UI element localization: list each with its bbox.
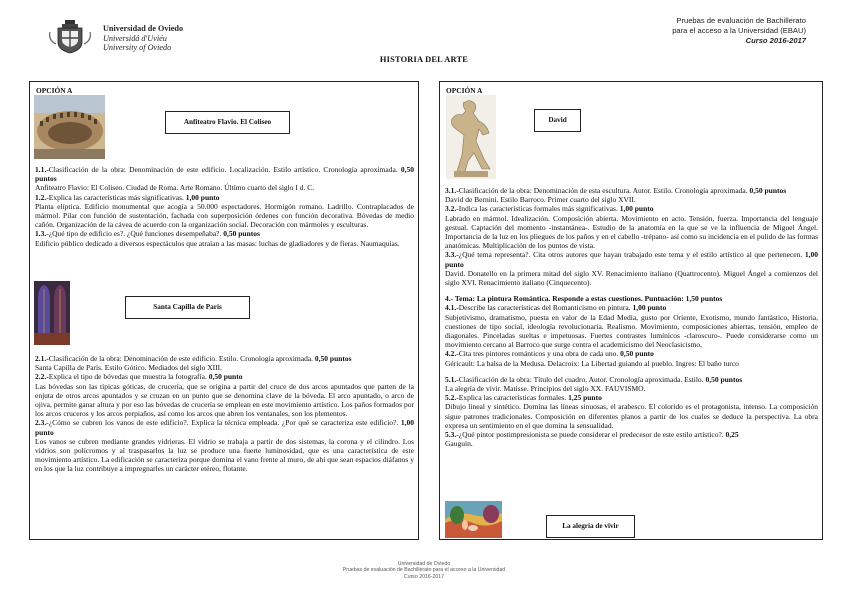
q5-2-points: 1,25 punto bbox=[568, 393, 602, 403]
q4-2-points: 0,50 punto bbox=[620, 349, 654, 359]
a1-1: Anfiteatro Flavio: El Coliseo. Ciudad de Roma. Arte Romano. Último cuarto del siglo I d. C. bbox=[35, 183, 315, 193]
david-sculpture-photo bbox=[446, 95, 496, 179]
sainte-chapelle-title-box: Santa Capilla de París bbox=[125, 296, 250, 319]
q3-2-points: 1,00 punto bbox=[619, 204, 654, 214]
university-name-es: Universidad de Oviedo bbox=[103, 24, 184, 33]
university-name bbox=[103, 24, 183, 53]
q1-1-points: 0,50 puntos bbox=[35, 165, 414, 184]
a3-3: David. Donatello en la primera mitad del siglo XV. Renacimiento italiano (Quattrocento). Miguel Ángel a comienzos del siglo XVI. Renacimiento italiano (Cinquecento). bbox=[445, 268, 818, 288]
q4-1-text: Describe las características del Romanticismo en pintura. bbox=[458, 303, 631, 313]
q1-2-points: 1,00 punto bbox=[185, 192, 220, 202]
option-a-panel bbox=[29, 81, 419, 540]
option-b-panel bbox=[439, 81, 823, 540]
q4-1-number: 4.1.- bbox=[445, 303, 459, 313]
q5-1-number: 5.1.- bbox=[445, 374, 459, 384]
q3-1-points: 0,50 puntos bbox=[749, 186, 787, 195]
q3-2-text: Indica las características formales más significativas. bbox=[458, 204, 618, 214]
section-2-text bbox=[35, 354, 414, 474]
q5-3-points: 0,25 bbox=[725, 430, 739, 440]
q2-3-text: ¿Cómo se cubren los vanos de este edificio?. Explica la técnica empleada. ¿Por qué se caracteriza este edificio?. bbox=[48, 418, 399, 428]
a5-1: La alegría de vivir. Matisse. Principios del siglo XX. FAUVISMO. bbox=[445, 384, 646, 394]
a4-1: Subjetivismo, dramatismo, puesta en valor de la Edad Media, gusto por Oriente, Exotismo, mundo fantástico, Historia, cuestiones de tipo social, ideología revolucionaria. Realismo. Movimiento, composiciones abiertas, tensión, empleo de diagonales. Pinceladas sueltas e impetuosas. Fuertes contrastes lumínicos -claroscuro-. Puede considerarse como un movimiento cercano al Barroco que surge contra el academicismo del Neoclasicismo. bbox=[445, 312, 818, 350]
a1-2: Planta elíptica. Edificio monumental que acogía a 50.000 espectadores. Hormigón romano. Ladrillo. Contraplacados de mármol. Pilar con función de sustentación, fachada con superposición órdenes con función decorativa. Bóvedas de medio cañón. Organización de la cávea de acuerdo con la organización social. Decoración con mármoles y esculturas. bbox=[35, 201, 414, 230]
q3-3-points: 1,00 punto bbox=[445, 250, 818, 269]
sainte-chapelle-photo bbox=[34, 281, 70, 345]
a1-3: Edificio público dedicado a diversos espectáculos que atraían a las masas: luchas de gladiadores y de fieras. Naumaquias. bbox=[35, 238, 400, 248]
q1-2-text: Explica las características más significativas. bbox=[48, 192, 184, 202]
q3-1-number: 3.1.- bbox=[445, 186, 459, 195]
exam-line-2: para el acceso a la Universidad (EBAU) bbox=[672, 26, 806, 35]
footer-line-3: Curso 2016-2017 bbox=[403, 573, 445, 580]
q5-1-points: 0,50 puntos bbox=[705, 374, 743, 384]
david-title-box: David bbox=[534, 109, 581, 132]
q1-1-number: 1.1.- bbox=[35, 165, 49, 174]
q1-2-number: 1.2.- bbox=[35, 192, 49, 202]
a2-3: Los vanos se cubren mediante grandes vidrieras. El vidrio se trabaja a partir de dos sistemas, la corona y el cilindro. Los vidrios son polícromos y al traspasarlos la luz se produce una fuerte luminosidad, que es una característica de este movimiento artístico. La edificación se caracteriza porque domina el vano frente al muro, de ahí que sean espacios diáfanos y en los que la luz contribuye a impregnarles un carácter etéreo, flotante. bbox=[35, 436, 414, 474]
q2-2-points: 0,50 punto bbox=[208, 372, 243, 382]
option-a-heading: OPCIÓN A bbox=[36, 86, 73, 95]
a2-2: Las bóvedas son las típicas góticas, de crucería, que se origina a partir del cruce de dos arcos apuntados que parten de la enjuta de otros arcos apuntados y se cruzan en un punto que se denomina clave de la bóveda. El arco apuntado, o arco de ojiva, permite ganar altura y por eso las bóvedas de crucería se emplean en este movimiento artístico. Los paños formados por los arcos cruceros y los arcos perpiaños, así como los arcos que abren los ventanales, son los plementos. bbox=[35, 381, 414, 419]
q2-1-text: Clasificación de la obra: Denominación de este edificio. Estilo. Cronología aproximada. bbox=[48, 354, 314, 363]
a4-2: Géricault: La balsa de la Medusa. Delacroix: La Libertad guiando al pueblo. Ingres: El baño turco bbox=[445, 358, 739, 368]
q2-2-text: Explica el tipo de bóvedas que muestra la fotografía. bbox=[48, 372, 207, 382]
joy-of-life-title-box: La alegría de vivir bbox=[546, 515, 635, 538]
footer-line-2: Pruebas de evaluación de Bachillerato para el acceso a la Universidad bbox=[342, 567, 506, 574]
university-name-en: University of Oviedo bbox=[103, 43, 172, 53]
q4-2-number: 4.2.- bbox=[445, 349, 459, 359]
exam-course: Curso 2016-2017 bbox=[745, 36, 806, 45]
q5-3-text: ¿Qué pintor postimpresionista se puede considerar el predecesor de este estilo artístico?. bbox=[458, 430, 724, 440]
section-1-text bbox=[35, 165, 414, 248]
a5-3: Gauguin. bbox=[445, 439, 473, 449]
q2-1-number: 2.1.- bbox=[35, 354, 49, 363]
q1-3-points: 0,50 puntos bbox=[223, 229, 260, 239]
q4-1-points: 1,00 punto bbox=[632, 303, 667, 313]
q2-3-points: 1,00 punto bbox=[35, 418, 414, 437]
q5-2-text: Explica las características formales. bbox=[458, 393, 567, 403]
a2-1: Santa Capilla de París. Estilo Gótico. Mediados del siglo XIII. bbox=[35, 363, 223, 373]
q3-2-number: 3.2.- bbox=[445, 204, 459, 214]
q3-1-text: Clasificación de la obra: Denominación de esta escultura. Autor. Estilo. Cronología aproximada. bbox=[458, 186, 748, 195]
q5-3-number: 5.3.- bbox=[445, 430, 459, 440]
q1-3-number: 1.3.- bbox=[35, 229, 49, 239]
document-title: HISTORIA DEL ARTE bbox=[379, 55, 469, 64]
coliseum-photo bbox=[34, 95, 105, 159]
option-b-heading: OPCIÓN A bbox=[446, 86, 483, 95]
coliseum-title-box: Anfiteatro Flavio. El Coliseo bbox=[165, 111, 290, 134]
q1-1-text: Clasificación de la obra: Denominación de este edificio. Localización. Estilo artístico. Cronología aproximada. bbox=[48, 165, 398, 174]
q3-3-number: 3.3.- bbox=[445, 250, 459, 260]
q2-2-number: 2.2.- bbox=[35, 372, 49, 382]
page-footer bbox=[0, 561, 848, 580]
exam-line-1: Pruebas de evaluación de Bachillerato bbox=[676, 16, 806, 25]
exam-info bbox=[672, 16, 806, 46]
a3-2: Labrado en mármol. Idealización. Composición abierta. Movimiento en acto. Tensión, fuerza. Importancia del lenguaje gestual. Captación del momento -instantánea-. Estudio de la anatomía en la que se ve la influencia de Miguel Ángel. Importancia de la luz en los pliegues de los paños y en el cabello -trépano- así como su incidencia en el pulido de las formas anatómicas. Multiplicación de los puntos de vista. bbox=[445, 213, 818, 251]
q1-3-text: ¿Qué tipo de edificio es?. ¿Qué funciones desempeñaba?. bbox=[48, 229, 222, 239]
university-name-ast: Universidá d'Uviéu bbox=[103, 33, 167, 43]
q2-3-number: 2.3.- bbox=[35, 418, 49, 428]
a5-2: Dibujo lineal y sintético. Domina las líneas sinuosas, el arabesco. El colorido es el protagonista, intenso. La composición sigue patrones tradicionales. Composición en diferentes planos a partir de los cuales se deduce la perspectiva. La obra expresa un sentimiento en el que domina la sensualidad. bbox=[445, 402, 818, 430]
theme-4-heading: 4.- Tema: La pintura Romántica. Responde a estas cuestiones. Puntuación: 1,50 puntos bbox=[445, 294, 723, 304]
q5-2-number: 5.2.- bbox=[445, 393, 459, 403]
joy-of-life-painting bbox=[445, 501, 502, 538]
a3-1: David de Bernini. Estilo Barroco. Primer cuarto del siglo XVII. bbox=[445, 195, 636, 205]
q3-3-text: ¿Qué tema representa?. Cita otros autores que hayan trabajado este tema y el estilo artístico al que pertenecen. bbox=[458, 250, 803, 260]
footer-line-1: Universidad de Oviedo bbox=[397, 561, 451, 567]
q4-2-text: Cita tres pintores románticos y una obra de cada uno. bbox=[458, 349, 619, 359]
q2-1-points: 0,50 puntos bbox=[314, 354, 352, 363]
section-3-text bbox=[445, 186, 818, 448]
university-crest-icon bbox=[48, 18, 92, 54]
q5-1-text: Clasificación de la obra: Título del cuadro. Autor. Cronología aproximada. Estilo. bbox=[458, 374, 704, 384]
